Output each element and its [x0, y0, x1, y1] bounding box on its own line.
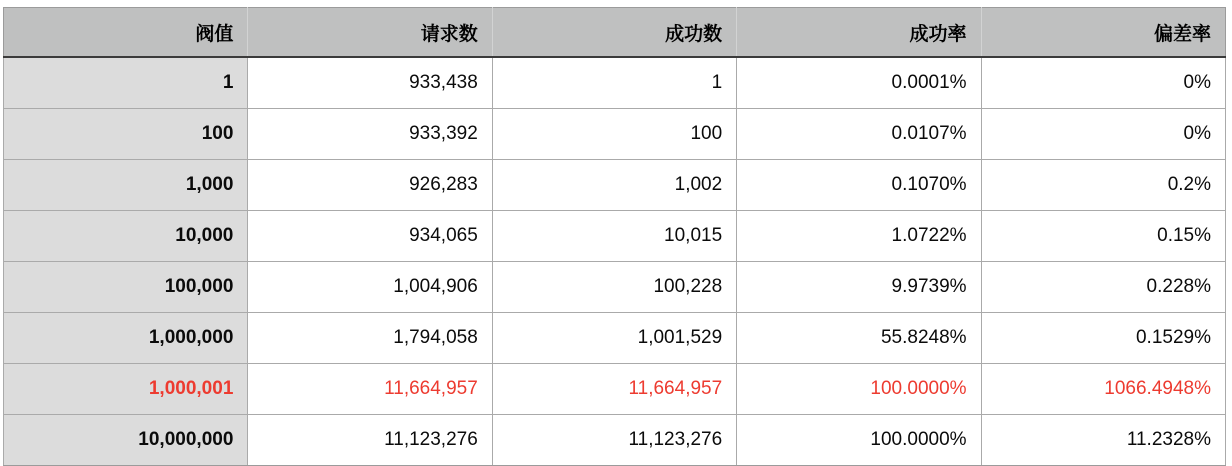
- cell-successes: 10,015: [492, 211, 736, 262]
- cell-threshold: 1,000,001: [4, 364, 248, 415]
- cell-requests: 926,283: [248, 160, 492, 211]
- cell-successes: 100,228: [492, 262, 736, 313]
- cell-success-rate: 100.0000%: [737, 364, 981, 415]
- cell-deviation-rate: 0.15%: [981, 211, 1225, 262]
- cell-success-rate: 0.0107%: [737, 109, 981, 160]
- cell-successes: 1,002: [492, 160, 736, 211]
- cell-deviation-rate: 0%: [981, 109, 1225, 160]
- cell-threshold: 10,000,000: [4, 415, 248, 466]
- table-row: [4, 262, 1226, 313]
- cell-deviation-rate: 0.1529%: [981, 313, 1225, 364]
- header-requests: 请求数: [248, 8, 492, 58]
- cell-requests: 1,004,906: [248, 262, 492, 313]
- cell-successes: 1,001,529: [492, 313, 736, 364]
- cell-requests: 933,438: [248, 57, 492, 109]
- cell-deviation-rate: 11.2328%: [981, 415, 1225, 466]
- cell-threshold: 1,000,000: [4, 313, 248, 364]
- header-deviation-rate: 偏差率: [981, 8, 1225, 58]
- cell-successes: 11,664,957: [492, 364, 736, 415]
- cell-requests: 1,794,058: [248, 313, 492, 364]
- cell-success-rate: 0.0001%: [737, 57, 981, 109]
- table-body: [4, 57, 1226, 466]
- header-success-rate: 成功率: [737, 8, 981, 58]
- cell-requests: 934,065: [248, 211, 492, 262]
- cell-successes: 11,123,276: [492, 415, 736, 466]
- table-row: [4, 313, 1226, 364]
- cell-threshold: 10,000: [4, 211, 248, 262]
- cell-requests: 11,123,276: [248, 415, 492, 466]
- cell-threshold: 100: [4, 109, 248, 160]
- table-row: [4, 160, 1226, 211]
- table-header: [4, 8, 1226, 58]
- cell-success-rate: 0.1070%: [737, 160, 981, 211]
- table-row: [4, 415, 1226, 466]
- threshold-stats-table: [3, 7, 1226, 466]
- cell-deviation-rate: 0.228%: [981, 262, 1225, 313]
- cell-threshold: 100,000: [4, 262, 248, 313]
- header-threshold: 阀值: [4, 8, 248, 58]
- table-row: [4, 57, 1226, 109]
- cell-threshold: 1,000: [4, 160, 248, 211]
- table-row: [4, 109, 1226, 160]
- table-row-highlighted: [4, 364, 1226, 415]
- cell-successes: 1: [492, 57, 736, 109]
- cell-success-rate: 55.8248%: [737, 313, 981, 364]
- cell-requests: 933,392: [248, 109, 492, 160]
- cell-successes: 100: [492, 109, 736, 160]
- cell-threshold: 1: [4, 57, 248, 109]
- cell-success-rate: 100.0000%: [737, 415, 981, 466]
- header-successes: 成功数: [492, 8, 736, 58]
- cell-requests: 11,664,957: [248, 364, 492, 415]
- table-row: [4, 211, 1226, 262]
- header-row: [4, 8, 1226, 58]
- cell-deviation-rate: 1066.4948%: [981, 364, 1225, 415]
- cell-success-rate: 9.9739%: [737, 262, 981, 313]
- cell-success-rate: 1.0722%: [737, 211, 981, 262]
- cell-deviation-rate: 0.2%: [981, 160, 1225, 211]
- cell-deviation-rate: 0%: [981, 57, 1225, 109]
